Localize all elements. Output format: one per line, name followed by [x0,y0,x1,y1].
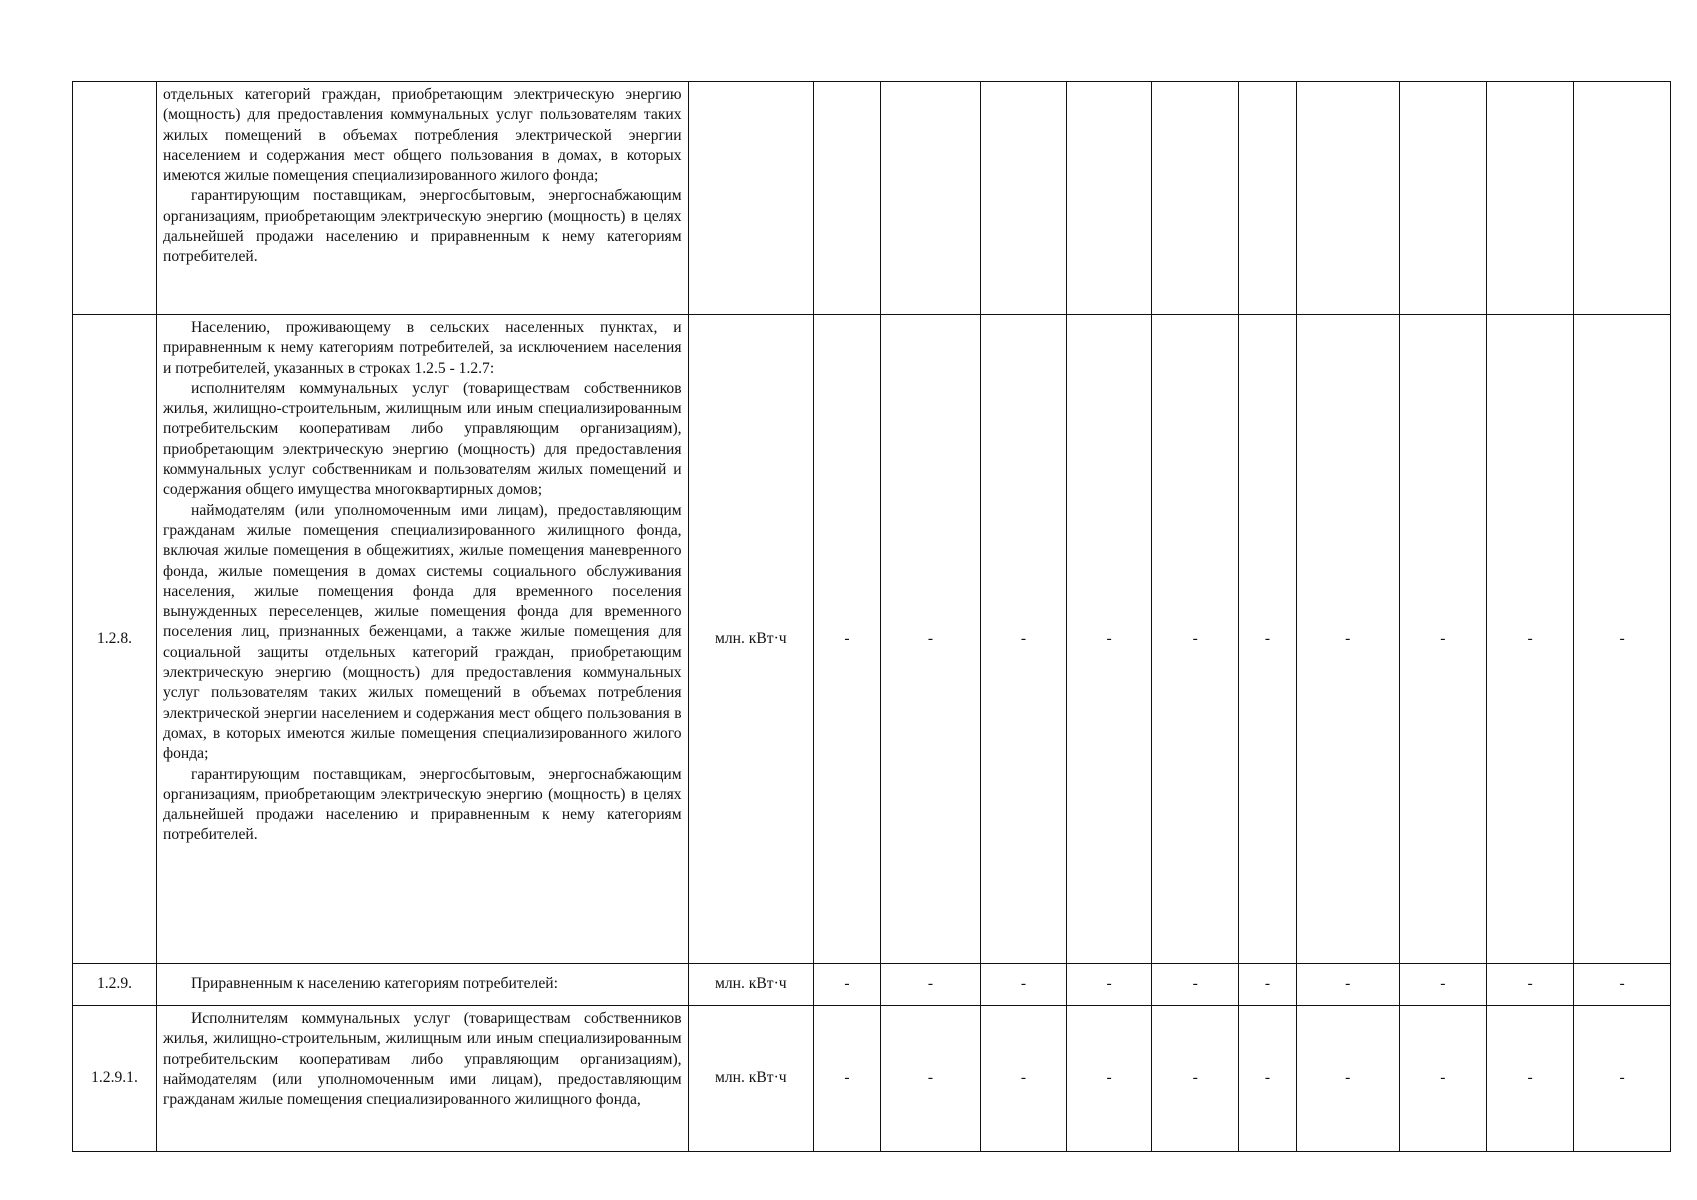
value-cell: - [1152,315,1239,964]
value-cell: - [814,1006,881,1152]
description-paragraph: Населению, проживающему в сельских населенных пунктах, и приравненным к нему категориям потребителей, за исключением населения и потребителей, указанных в строках 1.2.5 - 1.2.7: [162,319,682,377]
value-cell: - [1399,964,1486,1006]
value-cell [1239,82,1296,315]
value-cell: - [1239,315,1296,964]
value-cell: - [1574,1006,1671,1152]
value-cell [814,82,881,315]
value-cell [1067,82,1152,315]
value-cell: - [1152,964,1239,1006]
row-number-cell: 1.2.9. [73,964,157,1006]
description-paragraph: отдельных категорий граждан, приобретающим электрическую энергию (мощность) для предоставления коммунальных услуг пользователям таких жилых помещений в объемах потребления электрической энергии населением и содержания мест общего пользования в домах, в которых имеются жилые помещения специализированного жилого фонда; [162,86,682,185]
description-cell [156,315,688,964]
value-cell: - [1239,964,1296,1006]
table-row [73,1006,1671,1152]
value-cell: - [1067,1006,1152,1152]
table-body [73,82,1671,1152]
value-cell: - [1239,1006,1296,1152]
unit-cell: млн. кВт·ч [688,964,813,1006]
value-cell: - [1574,964,1671,1006]
value-cell [1296,82,1399,315]
value-cell: - [980,315,1066,964]
value-cell: - [980,964,1066,1006]
description-cell [156,964,688,1006]
row-number-cell [73,82,157,315]
value-cell: - [1067,964,1152,1006]
table-row [73,964,1671,1006]
value-cell: - [1486,964,1573,1006]
value-cell: - [1399,315,1486,964]
value-cell: - [881,1006,981,1152]
description-paragraph: наймодателям (или уполномоченным ими лицам), предоставляющим гражданам жилые помещения специализированного жилищного фонда, включая жилые помещения в общежитиях, жилые помещения маневренного фонда, жилые помещения в домах системы социального обслуживания населения, жилые помещения фонда для временного поселения вынужденных переселенцев, жилые помещения фонда для временного поселения лиц, признанных беженцами, а также жилые помещения для социальной защиты отдельных категорий граждан, приобретающим электрическую энергию (мощность) для предоставления коммунальных услуг пользователям таких жилых помещений в объемах потребления электрической энергии населением и содержания мест общего пользования в домах, в которых имеются жилые помещения специализированного жилого фонда; [162,501,682,763]
value-cell: - [980,1006,1066,1152]
table-row [73,82,1671,315]
value-cell: - [814,964,881,1006]
value-cell: - [1067,315,1152,964]
description-cell [156,82,688,315]
value-cell: - [1486,315,1573,964]
unit-cell [688,82,813,315]
description-paragraph: Приравненным к населению категориям потребителей: [190,975,558,993]
value-cell: - [1296,964,1399,1006]
description-cell [156,1006,688,1152]
value-cell: - [1486,1006,1573,1152]
value-cell: - [1296,1006,1399,1152]
value-cell [1486,82,1573,315]
unit-cell: млн. кВт·ч [688,315,813,964]
value-cell: - [1296,315,1399,964]
unit-cell: млн. кВт·ч [688,1006,813,1152]
description-paragraph: гарантирующим поставщикам, энергосбытовым, энергоснабжающим организациям, приобретающим электрическую энергию (мощность) в целях дальнейшей продажи населению и приравненным к нему категориям потребителей. [162,187,682,266]
row-number-cell: 1.2.8. [73,315,157,964]
value-cell [980,82,1066,315]
value-cell: - [1152,1006,1239,1152]
description-paragraph: Исполнителям коммунальных услуг (товариществам собственников жилья, жилищно-строительным, жилищным или иным специализированным потребительским кооперативам либо управляющим организациям), наймодателям (или уполномоченным ими лицам), предоставляющим гражданам жилые помещения специализированного жилищного фонда, [162,1010,682,1109]
row-number-cell: 1.2.9.1. [73,1006,157,1152]
table-row [73,315,1671,964]
description-paragraph: исполнителям коммунальных услуг (товариществам собственников жилья, жилищно-строительным, жилищным или иным специализированным потребительским кооперативам либо управляющим организациям), приобретающим электрическую энергию (мощность) для предоставления коммунальных услуг собственникам и пользователям жилых помещений и содержания общего имущества многоквартирных домов; [162,379,682,499]
value-cell: - [1574,315,1671,964]
value-cell: - [881,315,981,964]
value-cell [1399,82,1486,315]
description-paragraph: гарантирующим поставщикам, энергосбытовым, энергоснабжающим организациям, приобретающим электрическую энергию (мощность) в целях дальнейшей продажи населению и приравненным к нему категориям потребителей. [162,765,682,844]
value-cell [1152,82,1239,315]
value-cell [881,82,981,315]
tariff-volume-table [72,81,1671,1152]
value-cell [1574,82,1671,315]
value-cell: - [881,964,981,1006]
value-cell: - [1399,1006,1486,1152]
value-cell: - [814,315,881,964]
